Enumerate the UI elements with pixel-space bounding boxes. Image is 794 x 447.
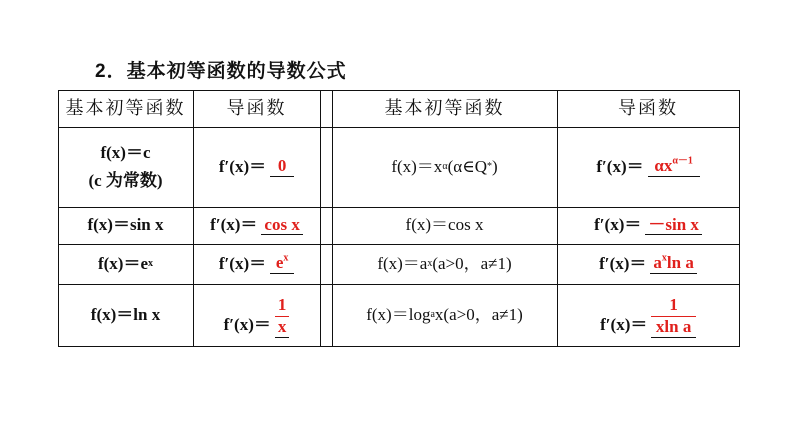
row1-left-derivative [193, 127, 320, 207]
row3-right-function-cond: (a>0，a≠1) [432, 253, 512, 273]
row3-right-function: f(x)＝a x (a>0，a≠1) [332, 244, 557, 284]
row3-right-derivative [557, 244, 739, 284]
derivative-prefix: f′(x)＝ [218, 156, 267, 176]
derivative-prefix: f′(x)＝ [596, 156, 644, 176]
row3-left-function: f(x)＝e x [58, 244, 193, 284]
row2-right-derivative [557, 207, 739, 244]
row4-right-derivative [557, 284, 739, 346]
row4-left-derivative-fraction [275, 295, 290, 338]
row4-right-derivative-fraction [651, 295, 696, 338]
row1-right-derivative [557, 127, 739, 207]
row3-left-derivative-answer [270, 254, 294, 274]
row2-left-derivative [193, 207, 320, 244]
row3-right-derivative-base: a [653, 253, 662, 273]
row1-right-function-cond: (α∈Q [447, 156, 487, 176]
row3-left-function-base: f(x)＝e [97, 253, 149, 273]
row4-left-derivative-numerator: 1 [275, 295, 290, 316]
header-func-left: 基本初等函数 [65, 97, 186, 118]
derivative-prefix: f′(x)＝ [594, 215, 642, 235]
row4-right-function: f(x)＝log a x(a>0，a≠1) [332, 284, 557, 346]
row3-right-derivative-answer [650, 254, 696, 274]
row4-right-function-pre: f(x)＝log [366, 304, 431, 324]
row2-right-derivative-answer: －sin x [645, 216, 702, 236]
row1-left-function [58, 127, 193, 207]
derivative-prefix: f′(x)＝ [210, 215, 258, 235]
row3-right-derivative-tail: ln a [666, 253, 694, 273]
derivative-prefix: f′(x)＝ [600, 314, 648, 334]
row4-right-derivative-answer [651, 295, 696, 338]
row1-left-derivative-answer: 0 [270, 157, 294, 177]
row4-right-derivative-numerator: 1 [651, 295, 696, 316]
row1-right-function-close: ) [492, 156, 498, 176]
row3-left-derivative [193, 244, 320, 284]
derivative-prefix: f′(x)＝ [599, 253, 647, 273]
section-title: 2．基本初等函数的导数公式 [95, 61, 347, 82]
row1-right-derivative-exp: α－1 [672, 155, 693, 167]
row4-left-function: f(x)＝ln x [90, 304, 161, 324]
row4-left-derivative-answer [275, 295, 290, 338]
row3-right-function-base: f(x)＝a [377, 253, 428, 273]
header-deriv-right: 导函数 [618, 97, 678, 118]
row1-right-function-base: f(x)＝x [391, 156, 443, 176]
header-func-right: 基本初等函数 [384, 97, 505, 118]
row4-right-function-post: x(a>0，a≠1) [434, 304, 523, 324]
row1-left-function-note: (c 为常数) [88, 171, 163, 190]
derivative-prefix: f′(x)＝ [223, 314, 271, 334]
row3-right-derivative-exp: x [661, 252, 667, 264]
row4-left-derivative [193, 284, 320, 346]
derivative-prefix: f′(x)＝ [218, 253, 267, 273]
row1-right-derivative-answer [648, 157, 700, 177]
row1-right-derivative-base: αx [654, 156, 673, 176]
row1-right-function: f(x)＝x α (α∈Q * ) [332, 127, 557, 207]
row3-left-derivative-base: e [275, 253, 284, 273]
row4-left-derivative-denominator: x [277, 316, 287, 336]
row1-left-function-formula: f(x)＝c [100, 142, 151, 162]
row4-right-derivative-denominator: xln a [655, 316, 692, 336]
row2-left-derivative-answer: cos x [261, 216, 302, 236]
header-deriv-left: 导函数 [226, 97, 287, 118]
row2-right-function: f(x)＝cos x [405, 215, 484, 235]
row3-left-derivative-exp: x [283, 252, 289, 264]
row2-left-function: f(x)＝sin x [87, 215, 164, 235]
